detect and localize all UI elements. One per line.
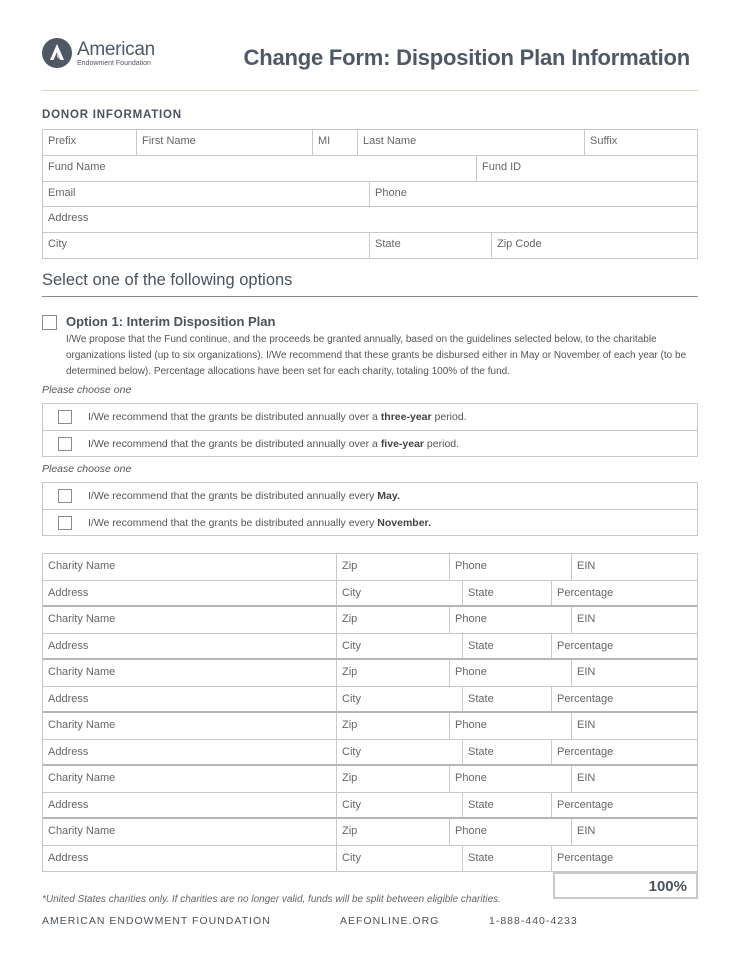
state-field[interactable]: State [370, 233, 492, 258]
period-choices [42, 403, 698, 457]
charity-ein-field[interactable]: EIN [577, 666, 596, 678]
mi-field[interactable]: MI [313, 130, 358, 155]
charity-zip-field[interactable]: Zip [337, 660, 450, 686]
footer-phone: 1-888-440-4233 [489, 915, 578, 927]
choose-one-label: Please choose one [42, 384, 132, 396]
charity-percentage-field[interactable]: Percentage [557, 639, 614, 652]
may-checkbox[interactable] [58, 489, 72, 503]
charity-state-field[interactable]: State [463, 687, 552, 712]
footer-website[interactable]: AEFONLINE.ORG [340, 915, 440, 927]
charity-6-name-row [43, 846, 697, 873]
zip-code-field[interactable]: Zip Code [497, 238, 542, 251]
header-divider [42, 90, 698, 91]
option1-title: Option 1: Interim Disposition Plan [66, 314, 276, 329]
prefix-field[interactable]: Prefix [43, 130, 137, 155]
logo-subtitle: Endowment Foundation [77, 59, 151, 67]
total-percentage-box [553, 872, 698, 899]
fund-name-field[interactable]: Fund Name [43, 156, 477, 181]
phone-field[interactable]: Phone [375, 186, 407, 199]
charity-2-address-row [43, 634, 697, 661]
choice-may[interactable]: I/We recommend that the grants be distributed annually every May. [43, 483, 697, 510]
charity-address-field[interactable]: Address [43, 687, 337, 712]
first-name-field[interactable]: First Name [137, 130, 313, 155]
select-options-heading: Select one of the following options [42, 271, 293, 289]
charity-name-field[interactable]: Charity Name [43, 713, 337, 739]
address-field[interactable]: Address [48, 212, 89, 225]
fund-id-field[interactable]: Fund ID [482, 160, 522, 173]
charity-address-field[interactable]: Address [43, 793, 337, 818]
choice-five-year[interactable]: I/We recommend that the grants be distributed annually over a five-year period. [43, 431, 697, 458]
choose-one-label-2: Please choose one [42, 463, 132, 475]
charity-address-field[interactable]: Address [43, 634, 337, 659]
charity-percentage-field[interactable]: Percentage [557, 851, 614, 864]
charity-city-field[interactable]: City [337, 740, 463, 765]
charity-state-field[interactable]: State [463, 634, 552, 659]
footer-org: AMERICAN ENDOWMENT FOUNDATION [42, 915, 271, 927]
charity-zip-field[interactable]: Zip [337, 554, 450, 580]
charity-percentage-field[interactable]: Percentage [557, 586, 614, 599]
charity-ein-field[interactable]: EIN [577, 825, 596, 837]
charity-ein-field[interactable]: EIN [577, 719, 596, 731]
charity-1-name-row [43, 554, 697, 581]
charity-city-field[interactable]: City [337, 634, 463, 659]
five-year-checkbox[interactable] [58, 437, 72, 451]
charity-ein-field[interactable]: EIN [577, 613, 596, 625]
charity-address-field[interactable]: Address [43, 740, 337, 765]
logo-name: American [77, 38, 155, 60]
charity-6-name-row [43, 819, 697, 846]
choice-three-year[interactable]: I/We recommend that the grants be distributed annually over a three-year period. [43, 404, 697, 431]
donor-info-heading: DONOR INFORMATION [42, 109, 182, 121]
charity-zip-field[interactable]: Zip [337, 819, 450, 845]
email-field[interactable]: Email [43, 182, 370, 207]
charity-zip-field[interactable]: Zip [337, 766, 450, 792]
charity-ein-field[interactable]: EIN [577, 560, 596, 572]
charity-ein-field[interactable]: EIN [577, 772, 596, 784]
charity-3-name-row [43, 660, 697, 687]
page-title: Change Form: Disposition Plan Information [243, 45, 690, 70]
choice-november[interactable]: I/We recommend that the grants be distributed annually every November. [43, 510, 697, 537]
charity-name-field[interactable]: Charity Name [43, 819, 337, 845]
suffix-field[interactable]: Suffix [590, 135, 618, 147]
charity-zip-field[interactable]: Zip [337, 607, 450, 633]
charity-phone-field[interactable]: Phone [450, 607, 572, 633]
charity-address-field[interactable]: Address [43, 846, 337, 872]
charity-city-field[interactable]: City [337, 581, 463, 606]
charity-zip-field[interactable]: Zip [337, 713, 450, 739]
charity-phone-field[interactable]: Phone [450, 660, 572, 686]
charity-phone-field[interactable]: Phone [450, 819, 572, 845]
charity-4-name-row [43, 713, 697, 740]
charity-5-name-row [43, 766, 697, 793]
charity-percentage-field[interactable]: Percentage [557, 745, 614, 758]
charity-5-address-row [43, 793, 697, 820]
charity-table [42, 553, 698, 872]
charity-name-field[interactable]: Charity Name [43, 554, 337, 580]
charity-address-field[interactable]: Address [43, 581, 337, 606]
footnote: *United States charities only. If charities are no longer valid, funds will be split between eligible charities. [42, 894, 501, 905]
charity-phone-field[interactable]: Phone [450, 766, 572, 792]
city-field[interactable]: City [43, 233, 370, 258]
charity-state-field[interactable]: State [463, 581, 552, 606]
charity-city-field[interactable]: City [337, 846, 463, 872]
month-choices [42, 482, 698, 536]
last-name-field[interactable]: Last Name [358, 130, 585, 155]
charity-3-address-row [43, 687, 697, 714]
charity-name-field[interactable]: Charity Name [43, 660, 337, 686]
logo-emblem-icon [42, 38, 72, 68]
charity-phone-field[interactable]: Phone [450, 713, 572, 739]
charity-name-field[interactable]: Charity Name [43, 766, 337, 792]
charity-state-field[interactable]: State [463, 793, 552, 818]
brand-logo [42, 38, 155, 68]
charity-state-field[interactable]: State [463, 846, 552, 872]
charity-phone-field[interactable]: Phone [450, 554, 572, 580]
charity-state-field[interactable]: State [463, 740, 552, 765]
charity-1-address-row [43, 581, 697, 608]
three-year-checkbox[interactable] [58, 410, 72, 424]
charity-2-name-row [43, 607, 697, 634]
charity-city-field[interactable]: City [337, 793, 463, 818]
donor-info-grid [42, 129, 698, 259]
charity-4-address-row [43, 740, 697, 767]
total-percentage: 100% [648, 878, 687, 895]
option1-description: I/We propose that the Fund continue, and the proceeds be granted annually, based on the guidelines selected below, to the charitable organizations listed (up to six organizations). I/We recommend that these grants be disbursed either in May or November of each year (to be determined below). Percentage allocations have been set for each charity, totaling 100% of the fund. [66, 334, 687, 377]
charity-percentage-field[interactable]: Percentage [557, 692, 614, 705]
options-divider [42, 296, 698, 297]
option1-checkbox[interactable] [42, 315, 57, 330]
november-checkbox[interactable] [58, 516, 72, 530]
charity-percentage-field[interactable]: Percentage [557, 798, 614, 811]
charity-city-field[interactable]: City [337, 687, 463, 712]
charity-name-field[interactable]: Charity Name [43, 607, 337, 633]
